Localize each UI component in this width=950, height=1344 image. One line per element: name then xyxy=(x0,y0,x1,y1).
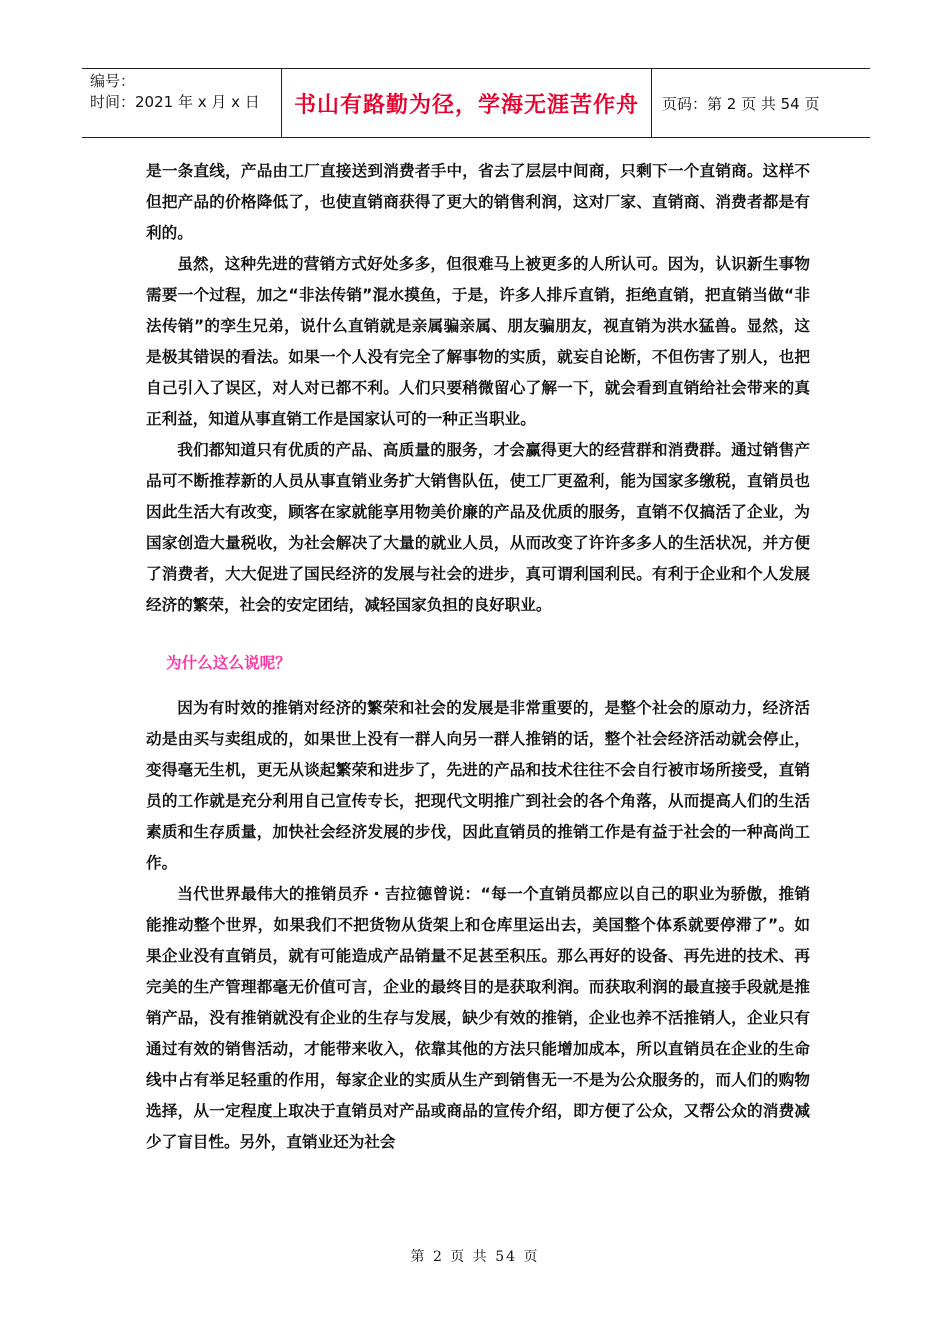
paragraph-4: 因为有时效的推销对经济的繁荣和社会的发展是非常重要的，是整个社会的原动力，经济活动是由买与卖组成的，如果世上没有一群人向另一群人推销的话，整个社会经济活动就会停止，变得毫无生机，更无从谈起繁荣和进步了，先进的产品和技术往往不会自行被市场所接受，直销员的工作就是充分利用自己宣传专长，把现代文明推广到社会的各个角落，从而提高人们的生活素质和生存质量，加快社会经济发展的步伐，因此直销员的推销工作是有益于社会的一种高尚工作。 xyxy=(146,699,810,872)
paragraph-3: 我们都知道只有优质的产品、高质量的服务，才会赢得更大的经营群和消费群。通过销售产品可不断推荐新的人员从事直销业务扩大销售队伍，使工厂更盈利，能为国家多缴税，直销员也因此生活大有改变，顾客在家就能享用物美价廉的产品及优质的服务，直销不仅搞活了企业，为国家创造大量税收，为社会解决了大量的就业人员，从而改变了许许多多人的生活状况，并方便了消费者，大大促进了国民经济的发展与社会的进步，真可谓利国利民。有利于企业和个人发展经济的繁荣，社会的安定团结，减轻国家负担的良好职业。 xyxy=(146,441,810,614)
header-page-info-cell xyxy=(652,69,870,137)
section-heading: 为什么这么说呢？ xyxy=(166,654,291,672)
document-date: 时间：2021 年 x 月 x 日 xyxy=(90,93,260,111)
paragraph-2: 虽然，这种先进的营销方式好处多多，但很难马上被更多的人所认可。因为，认识新生事物需要一个过程，加之“非法传销”混水摸鱼，于是，许多人排斥直销，拒绝直销，把直销当做“非法传销”的孪生兄弟，说什么直销就是亲属骗亲属、朋友骗朋友，视直销为洪水猛兽。显然，这是极其错误的看法。如果一个人没有完全了解事物的实质，就妄自论断，不但伤害了别人，也把自己引入了误区，对人对已都不利。人们只要稍微留心了解一下，就会看到直销给社会带来的真正利益，知道从事直销工作是国家认可的一种正当职业。 xyxy=(146,255,810,428)
page-footer: 第 2 页 共 54 页 xyxy=(410,1249,540,1265)
header-motto: 书山有路勤为径，学海无涯苦作舟 xyxy=(293,92,639,118)
header-page-info: 页码：第 2 页 共 54 页 xyxy=(662,94,820,113)
document-id-label: 编号： xyxy=(90,72,136,90)
document-body xyxy=(146,156,810,1158)
header-meta xyxy=(82,69,282,137)
paragraph-1: 是一条直线，产品由工厂直接送到消费者手中，省去了层层中间商，只剩下一个直销商。这样不但把产品的价格降低了，也使直销商获得了更大的销售利润，这对厂家、直销商、消费者都是有利的。 xyxy=(146,162,810,242)
header-motto-cell xyxy=(282,69,652,137)
page-header xyxy=(82,68,870,138)
paragraph-5: 当代世界最伟大的推销员乔・吉拉德曾说：“每一个直销员都应以自己的职业为骄傲，推销能推动整个世界，如果我们不把货物从货架上和仓库里运出去，美国整个体系就要停滞了”。如果企业没有直销员，就有可能造成产品销量不足甚至积压。那么再好的设备、再先进的技术、再完美的生产管理都毫无价值可言，企业的最终目的是获取利润。而获取利润的最直接手段就是推销产品，没有推销就没有企业的生存与发展，缺少有效的推销，企业也养不活推销人，企业只有通过有效的销售活动，才能带来收入，依靠其他的方法只能增加成本，所以直销员在企业的生命线中占有举足轻重的作用，每家企业的实质从生产到销售无一不是为公众服务的，而人们的购物选择，从一定程度上取决于直销员对产品或商品的宣传介绍，即方便了公众，又帮公众的消费减少了盲目性。另外，直销业还为社会 xyxy=(146,885,810,1151)
